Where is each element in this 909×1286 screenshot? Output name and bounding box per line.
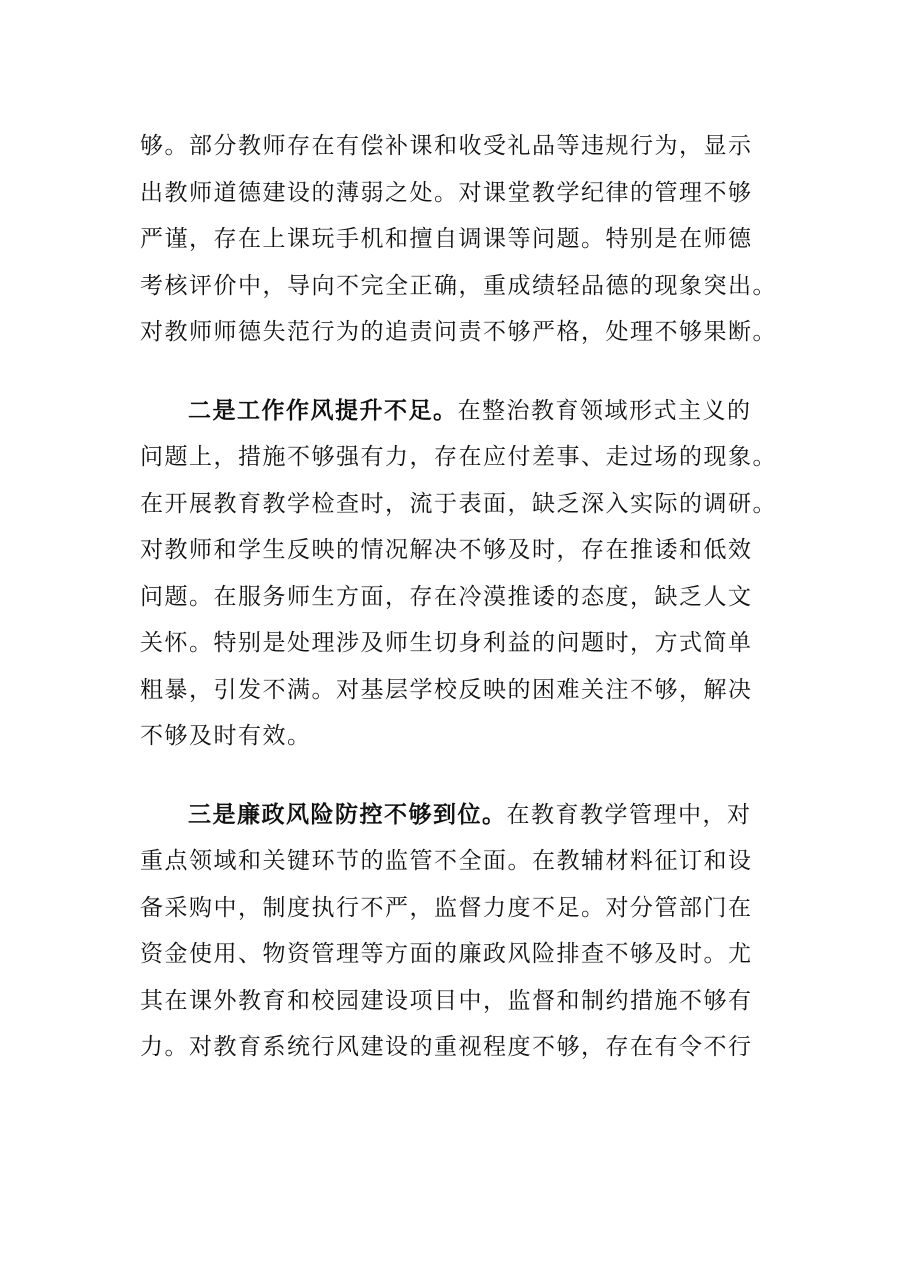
paragraph-1 [140,123,780,356]
text-line: 够。部分教师存在有偿补课和收受礼品等违规行为，显示 [140,133,753,159]
document-body [140,123,780,1071]
text-line: 在开展教育教学检查时，流于表面，缺乏深入实际的调研。 [140,490,777,517]
paragraph-gap [140,760,780,792]
text-line: 粗暴，引发不满。对基层学校反映的困难关注不够，解决 [140,676,753,703]
text-line: 力。对教育系统行风建设的重视程度不够，存在有令不行 [140,1034,753,1060]
heading-line-text: 在教育教学管理中，对 [506,801,752,828]
paragraph-2 [140,388,780,760]
text-line: 问题。在服务师生方面，存在冷漠推诿的态度，缺乏人文 [140,583,753,610]
paragraph-heading: 二是工作作风提升不足。 [188,396,458,424]
heading-line-text: 在整治教育领域形式主义的 [457,397,752,424]
text-line: 对教师和学生反映的情况解决不够及时，存在推诿和低效 [140,537,753,563]
text-line: 关怀。特别是处理涉及师生切身利益的问题时，方式简单 [140,630,753,656]
text-line: 对教师师德失范行为的追责问责不够严格，处理不够果断。 [140,319,777,345]
text-line [140,792,780,839]
paragraph-3 [140,792,780,1071]
text-line: 不够及时有效。 [140,723,312,749]
text-line: 资金使用、物资管理等方面的廉政风险排查不够及时。尤 [140,941,753,967]
text-line: 备采购中，制度执行不严，监督力度不足。对分管部门在 [140,894,753,921]
text-line [140,388,780,435]
paragraph-heading: 三是廉政风险防控不够到位。 [188,800,507,828]
text-line: 重点领域和关键环节的监管不全面。在教辅材料征订和设 [140,848,753,874]
text-line: 问题上，措施不够强有力，存在应付差事、走过场的现象。 [140,444,777,470]
paragraph-gap [140,356,780,388]
text-line: 其在课外教育和校园建设项目中，监督和制约措施不够有 [140,987,753,1014]
text-line: 出教师道德建设的薄弱之处。对课堂教学纪律的管理不够 [140,179,753,206]
text-line: 严谨，存在上课玩手机和擅自调课等问题。特别是在师德 [140,226,753,252]
text-line: 考核评价中，导向不完全正确，重成绩轻品德的现象突出。 [140,272,777,299]
